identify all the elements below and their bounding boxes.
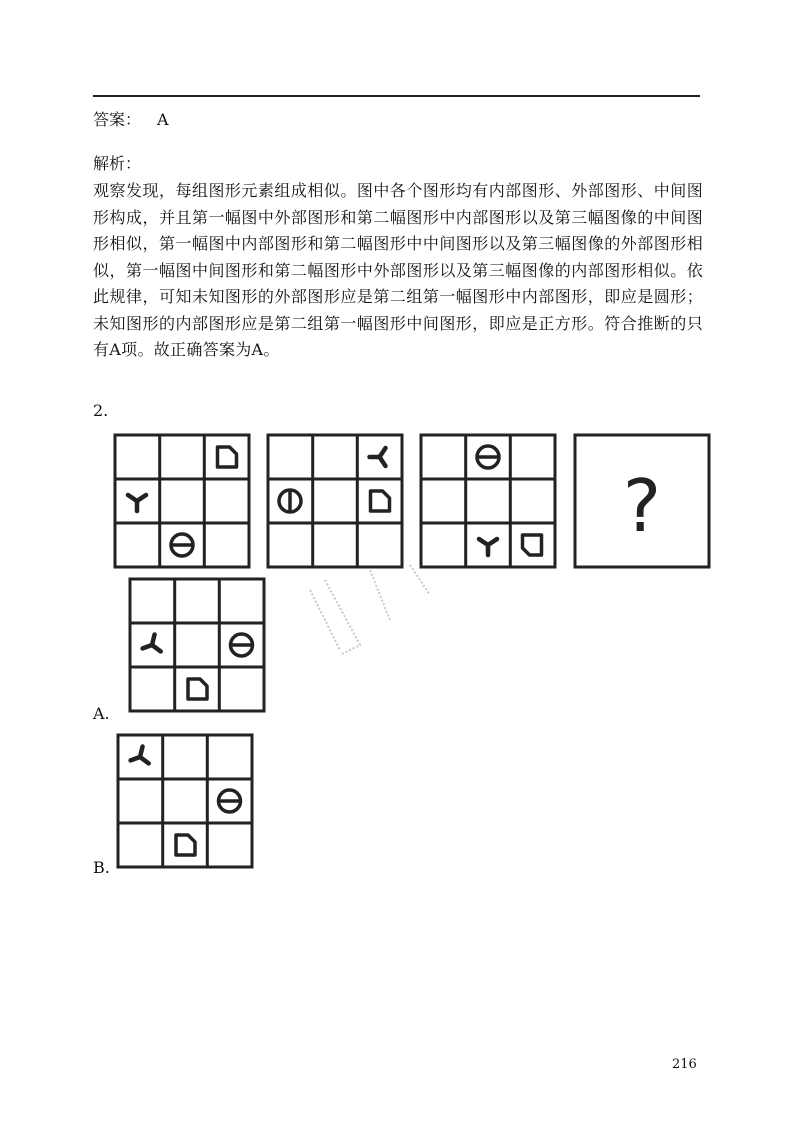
sequence-panel-3 <box>419 433 557 569</box>
option-a-label[interactable]: A. <box>93 704 110 723</box>
answer-label: 答案： <box>93 110 142 129</box>
unknown-panel <box>573 433 711 569</box>
option-b-label[interactable]: B. <box>93 858 110 877</box>
option-b-figure[interactable] <box>116 733 254 869</box>
analysis-label: 解析： <box>93 154 142 173</box>
sequence-panel-2 <box>266 433 404 569</box>
top-rule <box>93 95 700 97</box>
page-number: 216 <box>672 1057 697 1072</box>
watermark <box>280 560 450 670</box>
option-a-figure[interactable] <box>128 577 266 713</box>
question-mark-icon: ? <box>622 464 662 548</box>
question-number: 2. <box>93 401 109 420</box>
answer-value: A <box>157 110 169 129</box>
sequence-panel-1 <box>113 433 251 569</box>
analysis-text: 观察发现，每组图形元素组成相似。图中各个图形均有内部图形、外部图形、中间图形构成，并且第一幅图中外部图形和第二幅图形中内部图形以及第三幅图像的中间图形相似，第一幅图中内部图形和第二幅图形中中间图形以及第三幅图像的外部图形相似，第一幅图中间图形和第二幅图形中外部图形以及第三幅图像的内部图形相似。依此规律，可知未知图形的外部图形应是第二组第一幅图形中内部图形，即应是圆形；未知图形的内部图形应是第二组第一幅图形中间图形，即应是正方形。符合推断的只有A项。故正确答案为A。 <box>93 181 703 359</box>
answer-line <box>93 107 169 130</box>
